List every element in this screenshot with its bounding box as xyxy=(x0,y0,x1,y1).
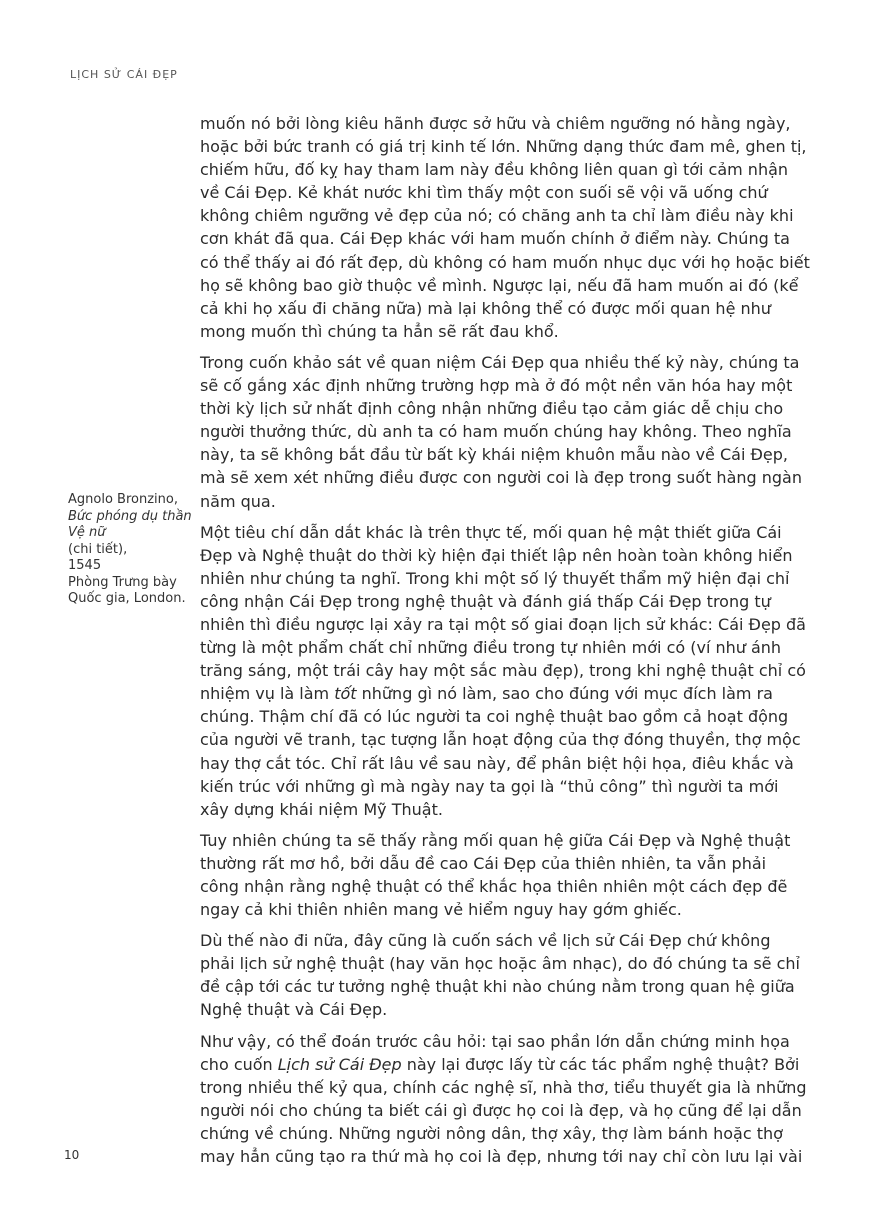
paragraph-3-text-a: Một tiêu chí dẫn dắt khác là trên thực tế, mối quan hệ mật thiết giữa Cái Đẹp và Nghệ thuật do thời kỳ hiện đại thiết lập nên hoàn toàn không hiển nhiên như chúng ta nghĩ. Trong khi một số lý thuyết thẩm mỹ hiện đại chỉ công nhận Cái Đẹp trong nghệ thuật và đánh giá thấp Cái Đẹp trong tự nhiên thì điều ngược lại xảy ra tại một số giai đoạn lịch sử khác: Cái Đẹp đã từng là một phẩm chất chỉ những điều trong tự nhiên mới có (ví như ánh trăng sáng, một trái cây hay một sắc màu đẹp), trong khi nghệ thuật chỉ có nhiệm vụ là làm xyxy=(200,522,806,704)
paragraph-4: Tuy nhiên chúng ta sẽ thấy rằng mối quan hệ giữa Cái Đẹp và Nghệ thuật thường rất mơ hồ, bởi dẫu đề cao Cái Đẹp của thiên nhiên, ta vẫn phải công nhận rằng nghệ thuật có thể khắc họa thiên nhiên một cách đẹp đẽ ngay cả khi thiên nhiên mang vẻ hiểm nguy hay gớm ghiếc. xyxy=(200,830,791,920)
paragraph-5: Dù thế nào đi nữa, đây cũng là cuốn sách về lịch sử Cái Đẹp chứ không phải lịch sử nghệ thuật (hay văn học hoặc âm nhạc), do đó chúng ta sẽ chỉ đề cập tới các tư tưởng nghệ thuật khi nào chúng nằm trong quan hệ giữa Nghệ thuật và Cái Đẹp. xyxy=(200,931,800,1020)
paragraph-3 xyxy=(200,521,810,821)
caption-artist: Agnolo Bronzino, xyxy=(68,492,178,507)
main-text xyxy=(200,112,810,1176)
paragraph-6 xyxy=(200,1030,810,1169)
running-head: LỊCH SỬ CÁI ĐẸP xyxy=(70,68,178,81)
caption-year: 1545 xyxy=(68,558,102,573)
caption-detail: (chi tiết), xyxy=(68,541,128,557)
page-number: 10 xyxy=(64,1148,80,1162)
image-caption xyxy=(68,492,193,608)
paragraph-1: muốn nó bởi lòng kiêu hãnh được sở hữu và chiêm ngưỡng nó hằng ngày, hoặc bởi bức tranh có giá trị kinh tế lớn. Những dạng thức đam mê, ghen tị, chiếm hữu, đố kỵ hay tham lam này đều không liên quan gì tới cảm nhận về Cái Đẹp. Kẻ khát nước khi tìm thấy một con suối sẽ vội vã uống chứ không chiêm ngưỡng vẻ đẹp của nó; có chăng anh ta chỉ làm điều này khi cơn khát đã qua. Cái Đẹp khác với ham muốn chính ở điểm này. Chúng ta có thể thấy ai đó rất đẹp, dù không có ham muốn nhục dục với họ hoặc biết họ sẽ không bao giờ thuộc về mình. Ngược lại, nếu đã ham muốn ai đó (kể cả khi họ xấu đi chăng nữa) mà lại không thể có được mối quan hệ như mong muốn thì chúng ta hẳn sẽ rất đau khổ. xyxy=(200,114,810,341)
paragraph-6-text-a: Như vậy, có thể đoán trước câu hỏi: tại sao phần lớn dẫn chứng minh họa cho cuốn xyxy=(200,1031,790,1074)
paragraph-2: Trong cuốn khảo sát về quan niệm Cái Đẹp qua nhiều thế kỷ này, chúng ta sẽ cố gắng xác định những trường hợp mà ở đó một nền văn hóa hay một thời kỳ lịch sử nhất định công nhận những điều tạo cảm giác dễ chịu cho người thưởng thức, dù anh ta có ham muốn chúng hay không. Theo nghĩa này, ta sẽ không bắt đầu từ bất kỳ khái niệm khuôn mẫu nào về Cái Đẹp, mà sẽ xem xét những điều được con người coi là đẹp trong suốt hàng ngàn năm qua. xyxy=(200,352,802,511)
paragraph-6-book-title: Lịch sử Cái Đẹp xyxy=(277,1054,402,1074)
caption-title: Bức phóng dụ thần Vệ nữ xyxy=(68,508,192,540)
paragraph-3-text-b: những gì nó làm, sao cho đúng với mục đích làm ra chúng. Thậm chí đã có lúc người ta coi nghệ thuật bao gồm cả hoạt động của người vẽ tranh, tạc tượng lẫn hoạt động của thợ đóng thuyền, thợ mộc hay thợ cắt tóc. Chỉ rất lâu về sau này, để phân biệt hội họa, điêu khắc và kiến trúc với những gì mà ngày nay ta gọi là “thủ công” thì người ta mới xây dựng khái niệm Mỹ Thuật. xyxy=(200,684,801,819)
paragraph-6-text-b: này lại được lấy từ các tác phẩm nghệ thuật? Bởi trong nhiều thế kỷ qua, chính các nghệ sĩ, nhà thơ, tiểu thuyết gia là những người nói cho chúng ta biết cái gì được họ coi là đẹp, và họ cũng để lại dẫn chứng về chúng. Những người nông dân, thợ xây, thợ làm bánh hoặc thợ may hẳn cũng tạo ra thứ mà họ coi là đẹp, nhưng tới nay chỉ còn lưu lại vài xyxy=(200,1054,807,1167)
paragraph-3-emphasis: tốt xyxy=(334,684,357,704)
caption-location: Phòng Trưng bày Quốc gia, London. xyxy=(68,574,186,606)
